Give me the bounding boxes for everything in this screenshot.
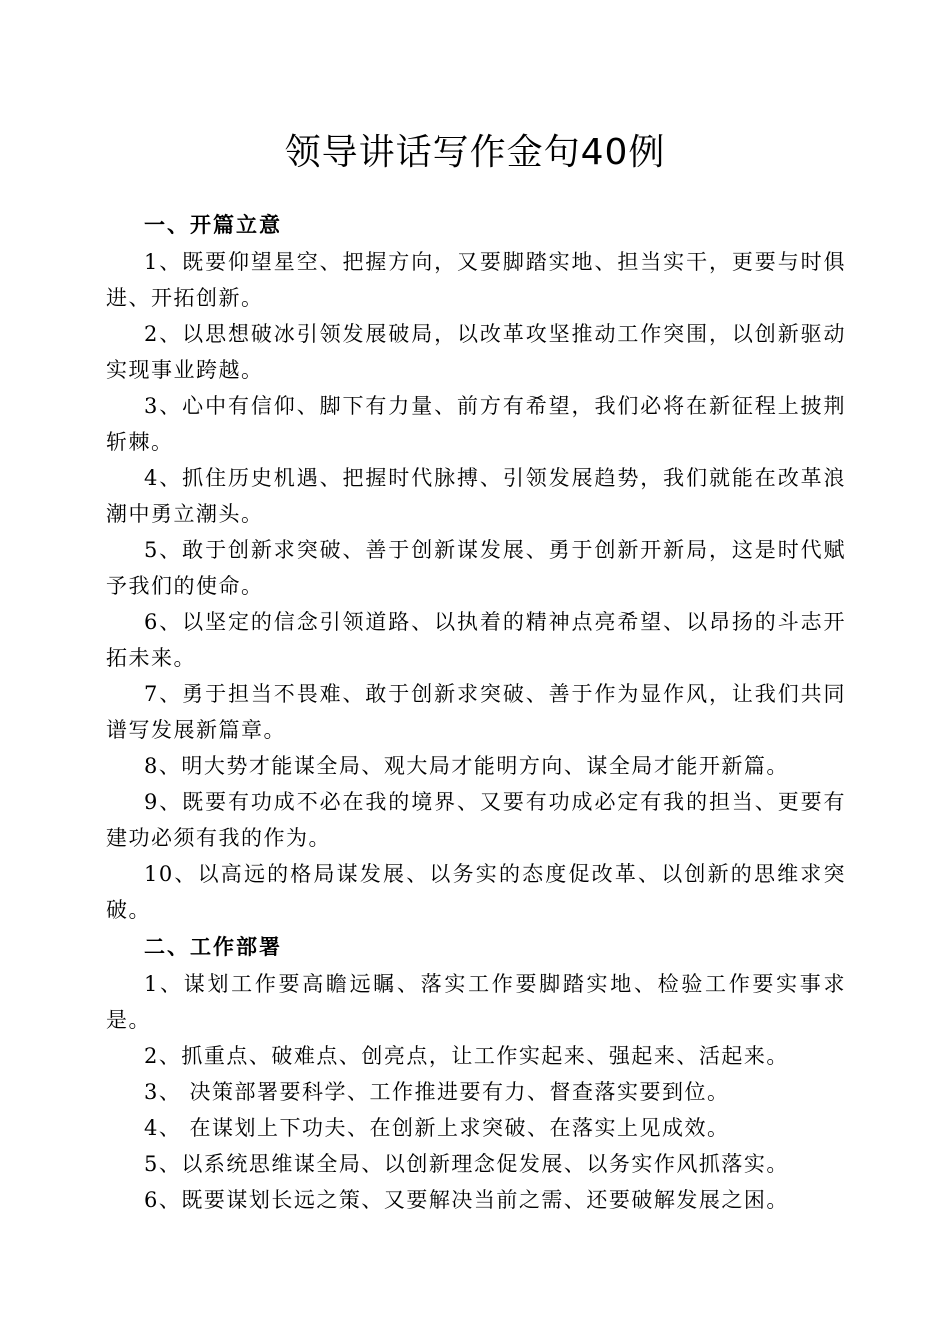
document-body xyxy=(106,206,846,1218)
list-item: 1、谋划工作要高瞻远瞩、落实工作要脚踏实地、检验工作要实事求是。 xyxy=(106,972,846,1032)
list-item: 6、以坚定的信念引领道路、以执着的精神点亮希望、以昂扬的斗志开拓未来。 xyxy=(106,610,846,670)
list-item: 8、明大势才能谋全局、观大局才能明方向、谋全局才能开新篇。 xyxy=(144,754,789,778)
list-item: 1、既要仰望星空、把握方向，又要脚踏实地、担当实干，更要与时俱进、开拓创新。 xyxy=(106,250,846,310)
list-item: 4、抓住历史机遇、把握时代脉搏、引领发展趋势，我们就能在改革浪潮中勇立潮头。 xyxy=(106,466,846,526)
section-work-deployment xyxy=(106,928,846,1218)
list-item: 5、敢于创新求突破、善于创新谋发展、勇于创新开新局，这是时代赋予我们的使命。 xyxy=(106,538,846,598)
section-opening xyxy=(106,206,846,928)
list-item: 6、既要谋划长远之策、又要解决当前之需、还要破解发展之困。 xyxy=(144,1188,789,1212)
list-item: 10、以高远的格局谋发展、以务实的态度促改革、以创新的思维求突破。 xyxy=(106,862,846,922)
document-title: 领导讲话写作金句40例 xyxy=(284,132,666,173)
list-item: 2、以思想破冰引领发展破局，以改革攻坚推动工作突围，以创新驱动实现事业跨越。 xyxy=(106,322,846,382)
list-item: 4、 在谋划上下功夫、在创新上求突破、在落实上见成效。 xyxy=(144,1116,730,1140)
list-item: 2、抓重点、破难点、创亮点，让工作实起来、强起来、活起来。 xyxy=(144,1044,789,1068)
section-heading: 一、开篇立意 xyxy=(144,213,282,237)
section-heading: 二、工作部署 xyxy=(144,935,282,959)
list-item: 3、心中有信仰、脚下有力量、前方有希望，我们必将在新征程上披荆斩棘。 xyxy=(106,394,846,454)
list-item: 5、以系统思维谋全局、以创新理念促发展、以务实作风抓落实。 xyxy=(144,1152,789,1176)
list-item: 7、勇于担当不畏难、敢于创新求突破、善于作为显作风，让我们共同谱写发展新篇章。 xyxy=(106,682,846,742)
list-item: 9、既要有功成不必在我的境界、又要有功成必定有我的担当、更要有建功必须有我的作为。 xyxy=(106,790,846,850)
list-item: 3、 决策部署要科学、工作推进要有力、督查落实要到位。 xyxy=(144,1080,730,1104)
